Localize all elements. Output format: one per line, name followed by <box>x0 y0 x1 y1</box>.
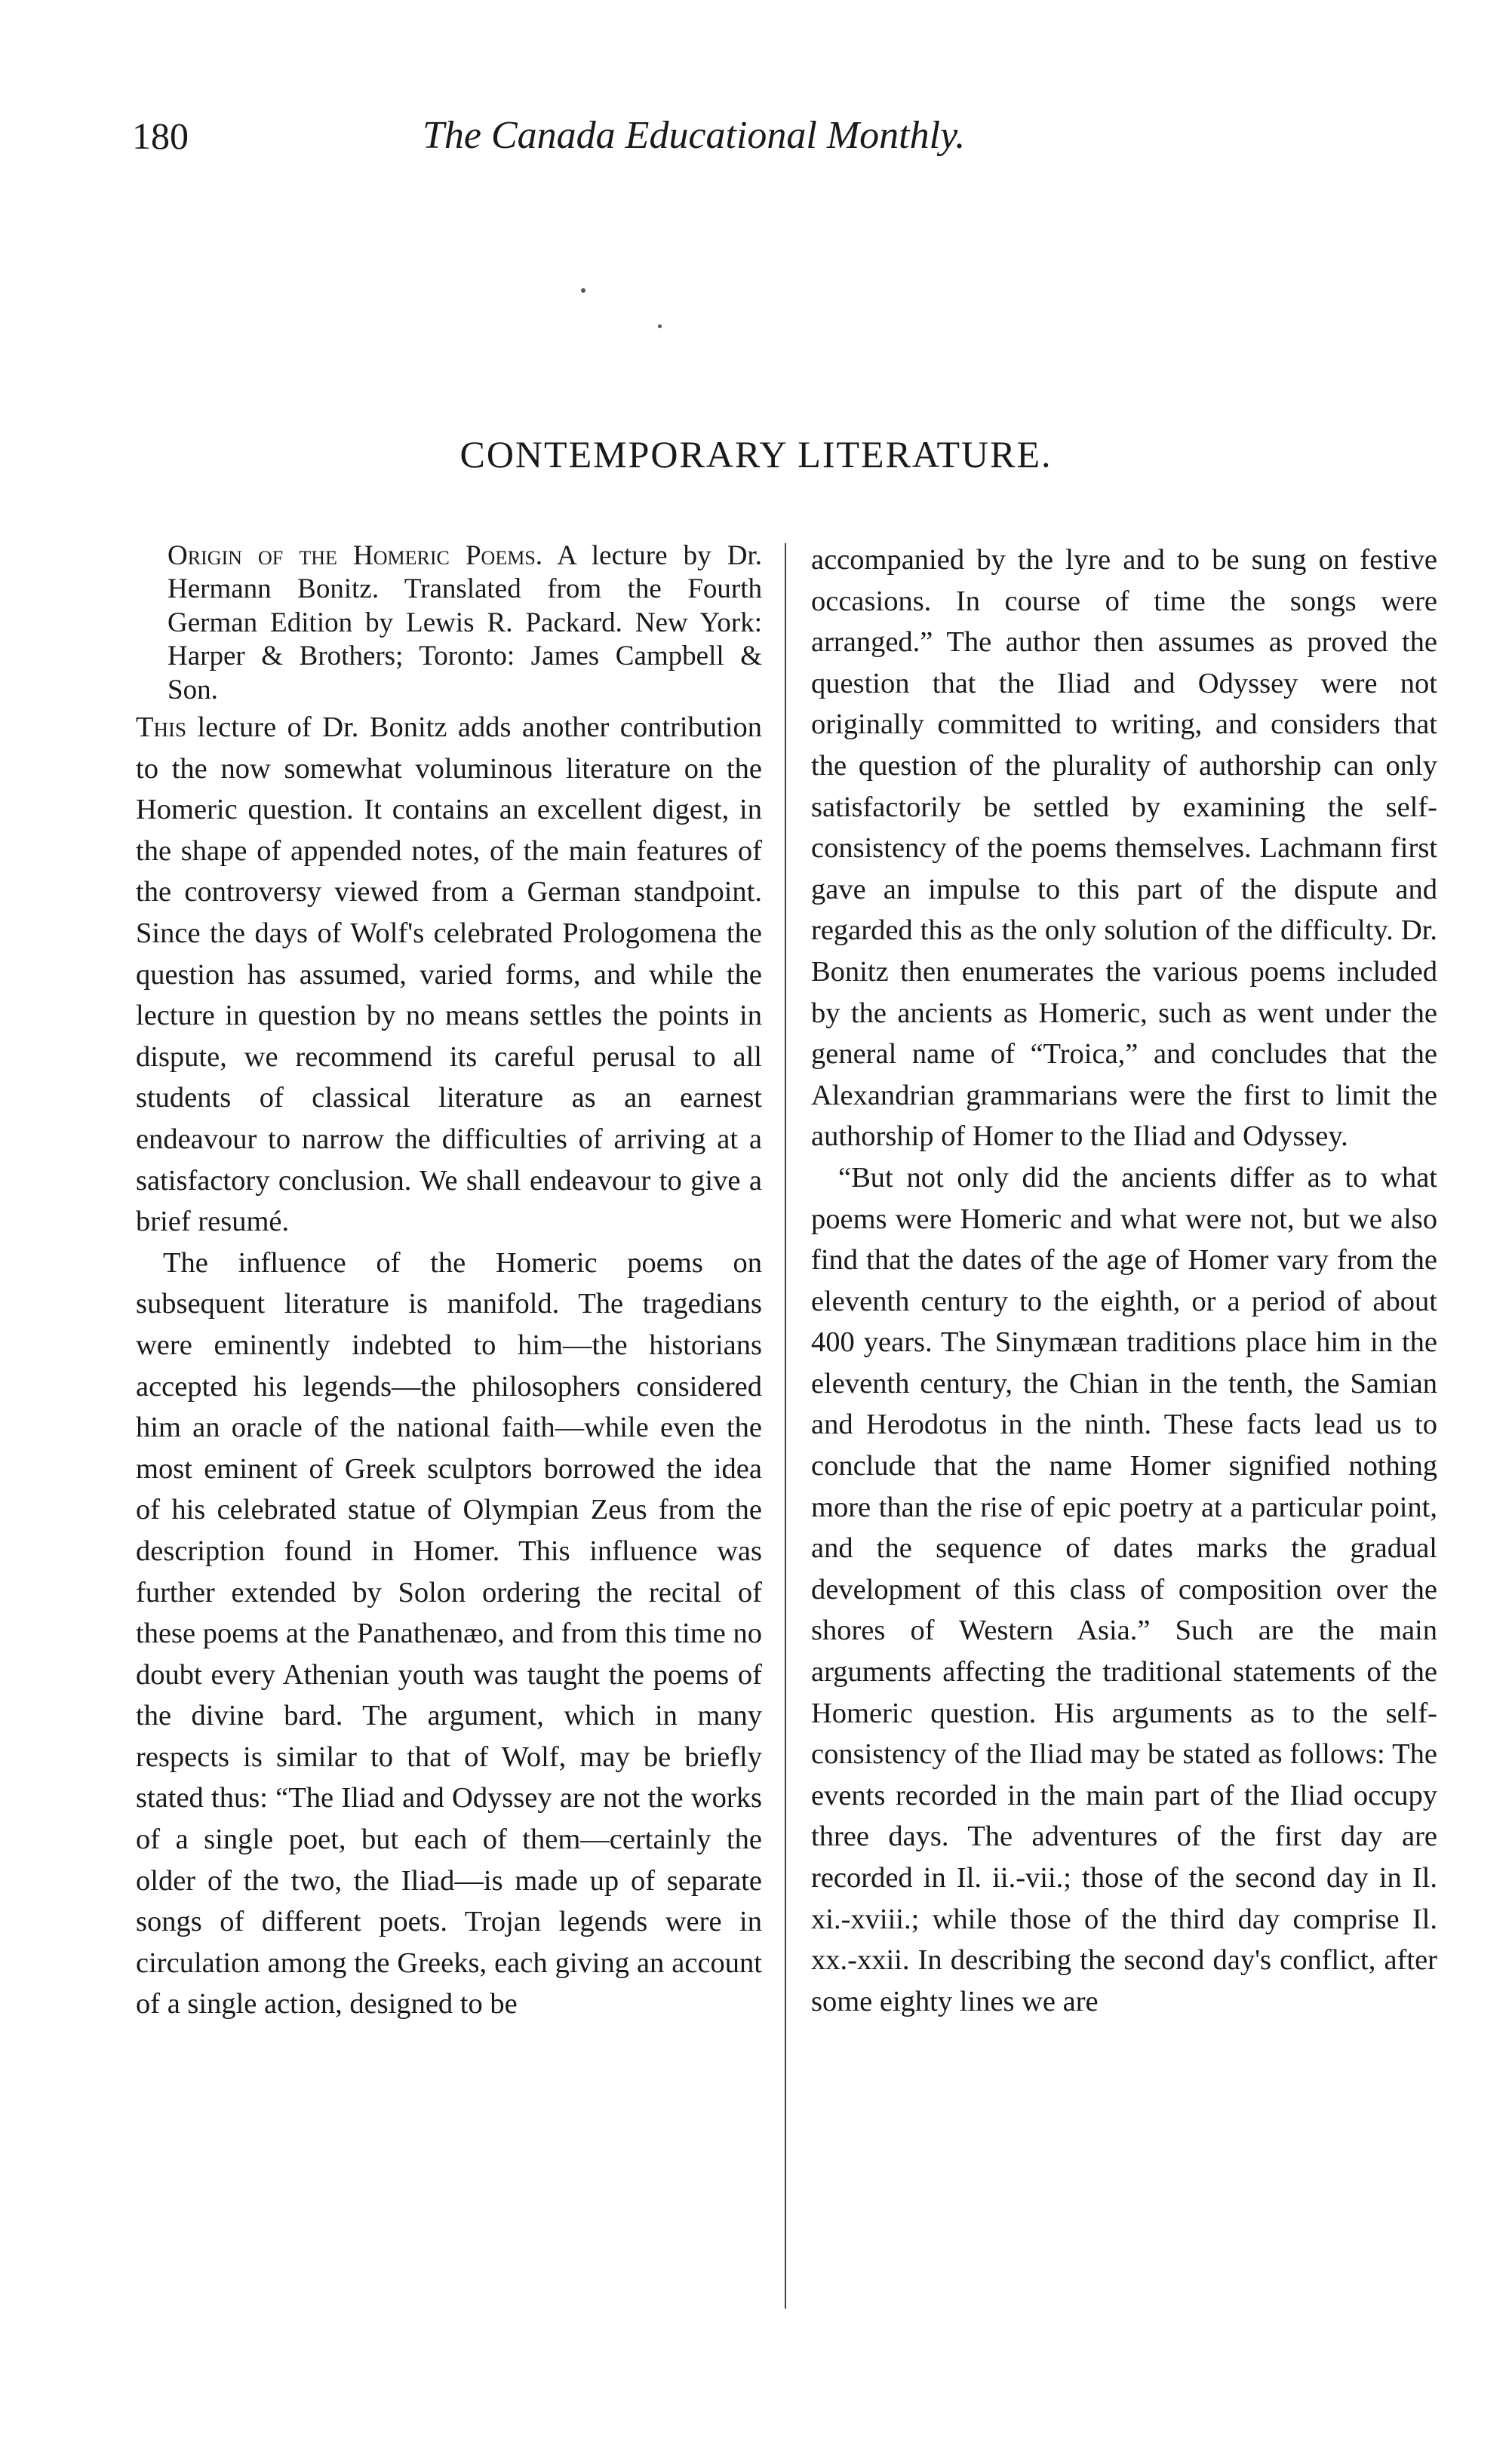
book-title: Origin of the Homeric Poems. <box>167 540 543 571</box>
paragraph: The influence of the Homeric poems on subsequent literature is manifold. The tragedians were eminently indebted to him—the historians accepted his legends—the philosophers considered him an oracle of the national faith—while even the most eminent of Greek sculptors borrowed the idea of his celebrated statue of Olympian Zeus from the description found in Homer. This influence was further extended by Solon ordering the recital of these poems at the Panathenæo, and from this time no doubt every Athenian youth was taught the poems of the divine bard. The argument, which in many respects is similar to that of Wolf, may be briefly stated thus: “The Iliad and Odyssey are not the works of a single poet, but each of them—certainly the older of the two, the Iliad—is made up of separate songs of different poets. Trojan legends were in circulation among the Greeks, each giving an account of a single action, designed to be <box>136 1246 762 2020</box>
paragraph: “But not only did the ancients differ as to what poems were Homeric and what were not, but we also find that the dates of the age of Homer vary from the eleventh century to the eighth, or a period of about 400 years. The Sinymæan traditions place him in the eleventh century, the Chian in the tenth, the Samian and Herodotus in the ninth. These facts lead us to conclude that the name Homer signified nothing more than the rise of epic poetry at a particular point, and the sequence of dates marks the gradual development of this class of composition over the shores of Western Asia.” Such are the main arguments affecting the traditional statements of the Homeric question. His arguments as to the self-consistency of the Iliad may be stated as follows: The events recorded in the main part of the Iliad occupy three days. The adventures of the first day are recorded in Il. ii.-vii.; those of the second day in Il. xi.-xviii.; while those of the third day comprise Il. xx.-xxii. In describing the second day's conflict, after some eighty lines we are <box>811 1161 1437 2017</box>
paragraph-text: lecture of Dr. Bonitz adds another contribution to the now somewhat voluminous literature on the Homeric question. It contains an excellent digest, in the shape of appended notes, of the main features of the controversy viewed from a German standpoint. Since the days of Wolf's celebrated Prologomena the question has assumed, varied forms, and while the lecture in question by no means settles the points in dispute, we recommend its careful perusal to all students of classical literature as an earnest endeavour to narrow the difficulties of arriving at a satisfactory conclusion. We shall endeavour to give a brief resumé. <box>136 711 762 1238</box>
right-column <box>811 539 1437 2022</box>
lead-word: This <box>136 711 187 744</box>
page-number: 180 <box>132 115 189 157</box>
section-title: CONTEMPORARY LITERATURE. <box>459 433 1053 475</box>
bibliographic-entry <box>136 539 762 707</box>
column-rule <box>785 543 786 2309</box>
book-details: A lecture by Dr. Hermann Bonitz. Translated from the Fourth German Edition by Lewis R. Packard. New York: Harper & Brothers; Toronto: James Campbell & Son. <box>167 540 762 705</box>
running-head: The Canada Educational Monthly. <box>423 114 966 157</box>
print-speck <box>658 324 662 328</box>
paragraph <box>136 707 762 1243</box>
left-column <box>136 539 762 2025</box>
print-speck <box>581 288 585 293</box>
paragraph: accompanied by the lyre and to be sung on festive occasions. In course of time the songs were arranged.” The author then assumes as proved the question that the Iliad and Odyssey were not originally committed to writing, and considers that the question of the plurality of authorship can only satisfactorily be settled by examining the self-consistency of the poems themselves. Lachmann first gave an impulse to this part of the dispute and regarded this as the only solution of the difficulty. Dr. Bonitz then enumerates the various poems included by the ancients as Homeric, such as went under the general name of “Troica,” and concludes that the Alexandrian grammarians were the first to limit the authorship of Homer to the Iliad and Odyssey. <box>811 544 1437 1153</box>
